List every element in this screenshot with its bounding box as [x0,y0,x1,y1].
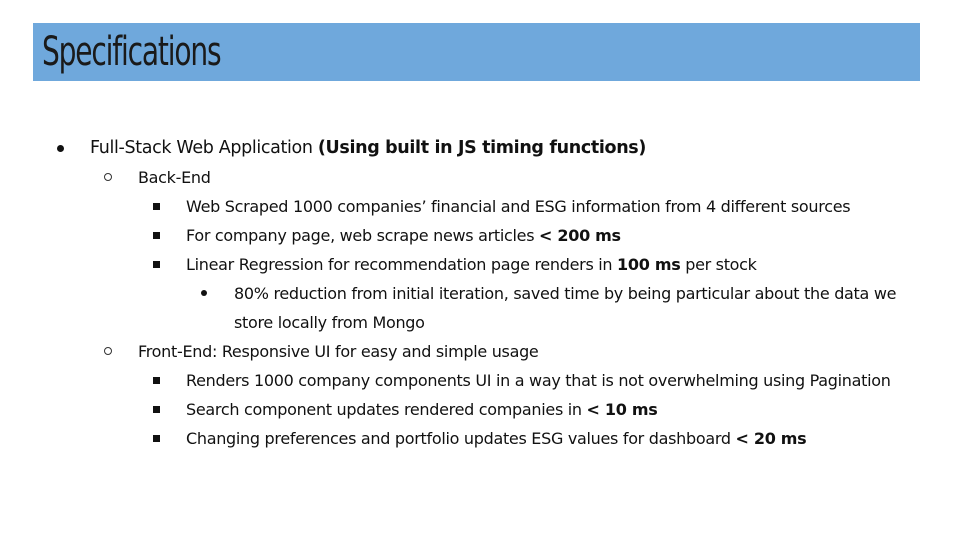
square-bullet-icon [146,395,166,424]
square-bullet-icon [146,221,166,250]
list-item-text: Web Scraped 1000 companies’ financial and ESG information from 4 different sources [186,197,851,216]
list-item-text: Back-End [138,168,211,187]
list-item-text: 80% reduction from initial iteration, saved time by being particular about the data we [234,284,897,303]
square-bullet-icon [146,424,166,453]
bold-run: < 200 ms [539,226,621,245]
hollow-circle-bullet-icon [98,163,118,192]
slide-title: Specifications [42,29,221,75]
list-item-text [90,134,646,163]
text-run: per stock [680,255,757,274]
square-bullet-icon [146,366,166,395]
list-item [0,366,960,395]
list-item-text [186,221,621,250]
list-item-text [186,250,757,279]
bold-run: < 10 ms [586,400,658,419]
list-item [0,424,960,453]
text-run: Changing preferences and portfolio updates ESG values for dashboard [186,429,736,448]
list-item-text: store locally from Mongo [234,313,425,332]
title-bar [33,23,920,81]
filled-dot-bullet-icon [194,279,214,308]
text-run: Linear Regression for recommendation page renders in [186,255,618,274]
list-item [0,395,960,424]
list-item [0,250,960,279]
text-run: Full-Stack Web Application [90,138,318,158]
list-item [0,337,960,366]
list-item-text: Renders 1000 company components UI in a way that is not overwhelming using Pagination [186,371,891,390]
square-bullet-icon [146,250,166,279]
bold-run: < 20 ms [735,429,807,448]
list-item-text [186,395,657,424]
list-item [0,221,960,250]
list-item [0,279,960,308]
text-run: For company page, web scrape news articles [186,226,540,245]
list-item-text: Front-End: Responsive UI for easy and simple usage [138,342,539,361]
list-item-continuation [0,308,960,337]
list-item [0,163,960,192]
text-run: Search component updates rendered companies in [186,400,587,419]
square-bullet-icon [146,192,166,221]
list-item [0,134,960,163]
bold-run: (Using built in JS timing functions) [317,138,647,158]
list-item [0,192,960,221]
bold-run: 100 ms [617,255,681,274]
list-item-text [186,424,806,453]
hollow-circle-bullet-icon [98,337,118,366]
filled-dot-bullet-icon [50,134,70,163]
